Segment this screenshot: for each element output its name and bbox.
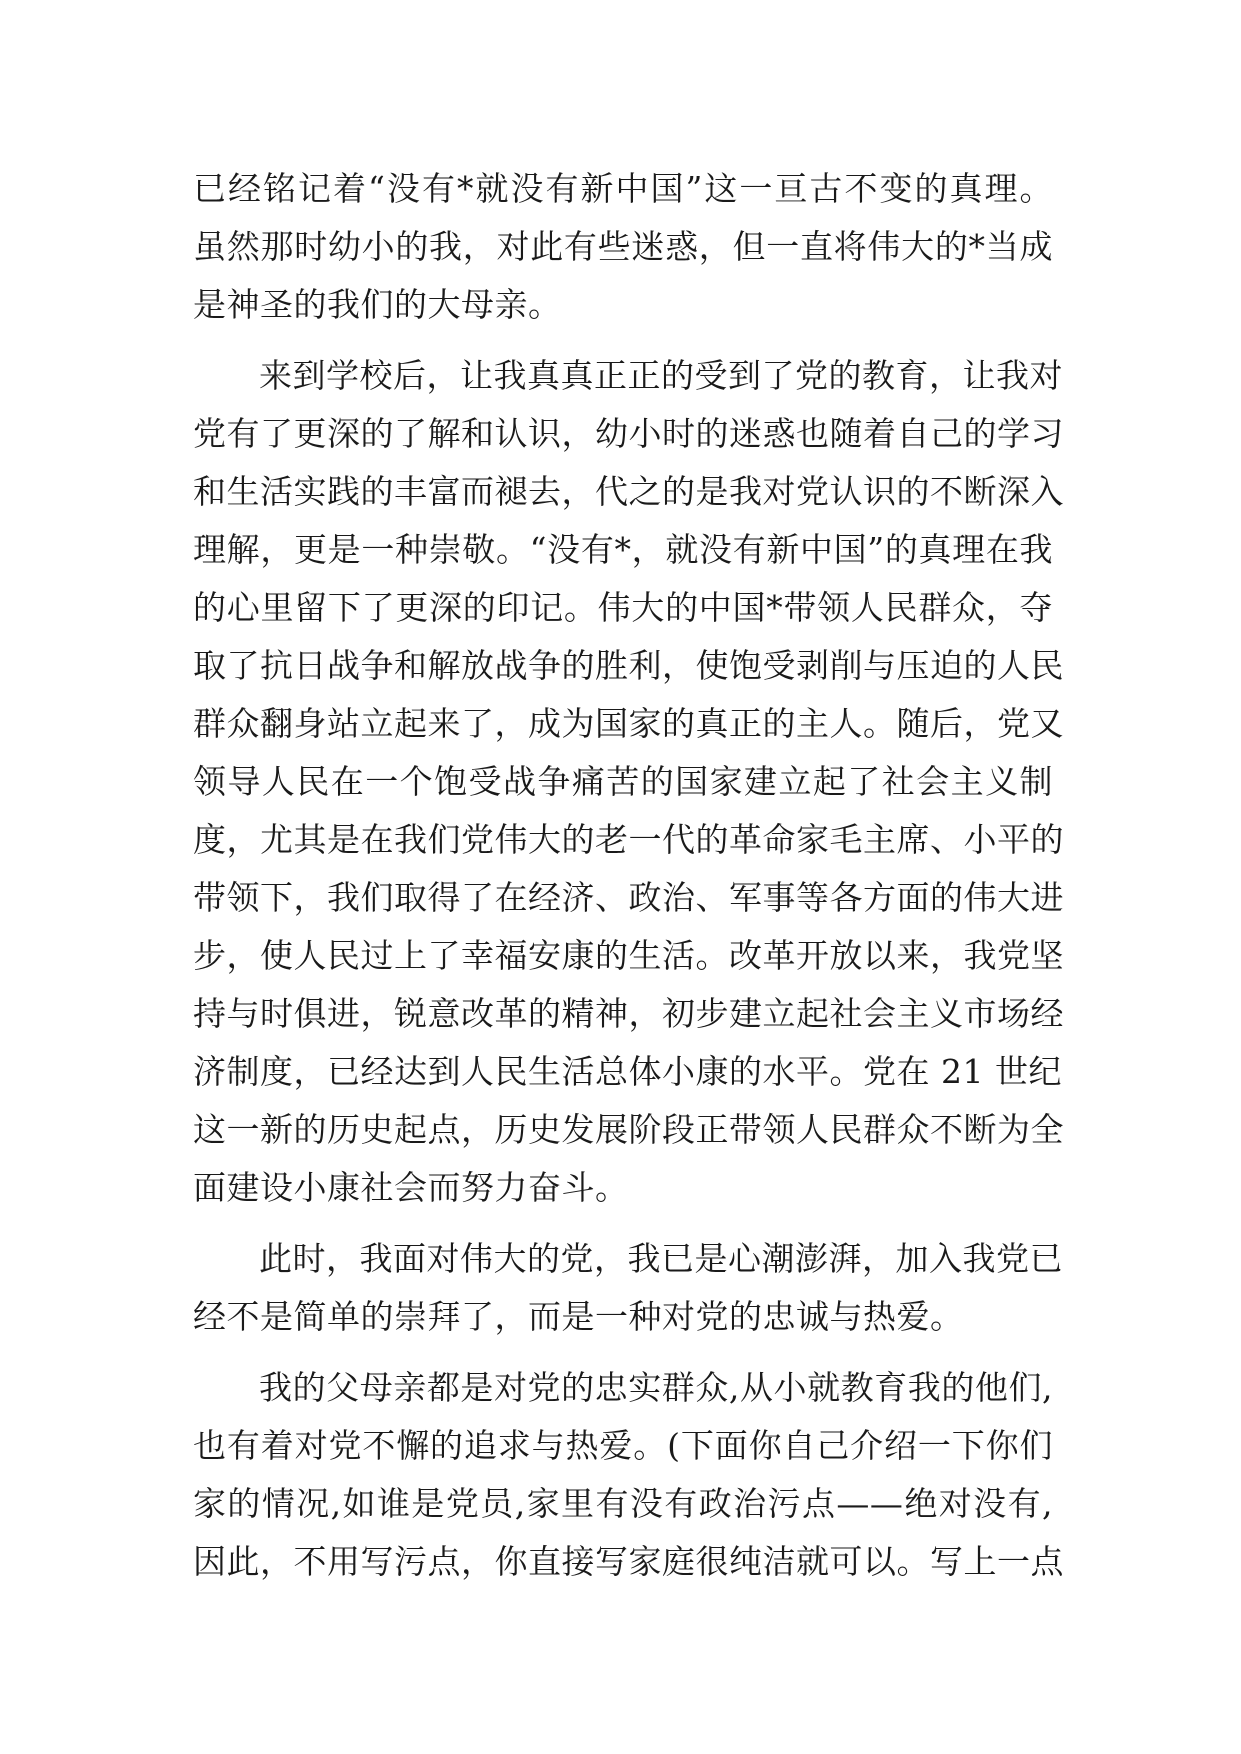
text-line: 虽然那时幼小的我，对此有些迷惑，但一直将伟大的*当成 xyxy=(193,227,1053,266)
text-line: 这一新的历史起点，历史发展阶段正带领人民群众不断为全 xyxy=(193,1110,1064,1149)
text-line: 领导人民在一个饱受战争痛苦的国家建立起了社会主义制 xyxy=(193,762,1053,801)
text-line: 取了抗日战争和解放战争的胜利，使饱受剥削与压迫的人民 xyxy=(193,646,1064,685)
text-line: 济制度，已经达到人民生活总体小康的水平。党在 21 世纪 xyxy=(193,1052,1062,1091)
text-line: 来到学校后，让我真真正正的受到了党的教育，让我对 xyxy=(259,356,1063,395)
text-line: 党有了更深的了解和认识，幼小时的迷惑也随着自己的学习 xyxy=(193,414,1064,453)
text-line: 面建设小康社会而努力奋斗。 xyxy=(193,1168,629,1207)
text-line: 和生活实践的丰富而褪去，代之的是我对党认识的不断深入 xyxy=(193,472,1064,511)
text-line: 也有着对党不懈的追求与热爱。(下面你自己介绍一下你们 xyxy=(193,1426,1053,1465)
paragraph-1 xyxy=(193,160,1053,334)
text-line: 的心里留下了更深的印记。伟大的中国*带领人民群众，夺 xyxy=(193,588,1053,627)
text-line: 理解，更是一种崇敬。“没有*，就没有新中国”的真理在我 xyxy=(193,530,1053,569)
text-line: 经不是简单的崇拜了，而是一种对党的忠诚与热爱。 xyxy=(193,1297,964,1336)
text-line: 家的情况,如谁是党员,家里有没有政治污点——绝对没有, xyxy=(193,1484,1053,1523)
text-line: 步，使人民过上了幸福安康的生活。改革开放以来，我党坚 xyxy=(193,936,1064,975)
paragraph-2 xyxy=(193,347,1064,1217)
text-line: 此时，我面对伟大的党，我已是心潮澎湃，加入我党已 xyxy=(259,1239,1063,1278)
text-line: 持与时俱进，锐意改革的精神，初步建立起社会主义市场经 xyxy=(193,994,1064,1033)
paragraph-4 xyxy=(193,1359,1064,1591)
text-line: 已经铭记着“没有*就没有新中国”这一亘古不变的真理。 xyxy=(193,169,1053,208)
text-line: 因此，不用写污点，你直接写家庭很纯洁就可以。写上一点 xyxy=(193,1542,1064,1581)
text-line: 度，尤其是在我们党伟大的老一代的革命家毛主席、小平的 xyxy=(193,820,1064,859)
text-line: 群众翻身站立起来了，成为国家的真正的主人。随后，党又 xyxy=(193,704,1064,743)
document-body xyxy=(193,160,1064,1604)
text-line: 带领下，我们取得了在经济、政治、军事等各方面的伟大进 xyxy=(193,878,1064,917)
text-line: 我的父母亲都是对党的忠实群众,从小就教育我的他们, xyxy=(259,1368,1053,1407)
text-line: 是神圣的我们的大母亲。 xyxy=(193,285,562,324)
paragraph-3 xyxy=(193,1230,1063,1346)
